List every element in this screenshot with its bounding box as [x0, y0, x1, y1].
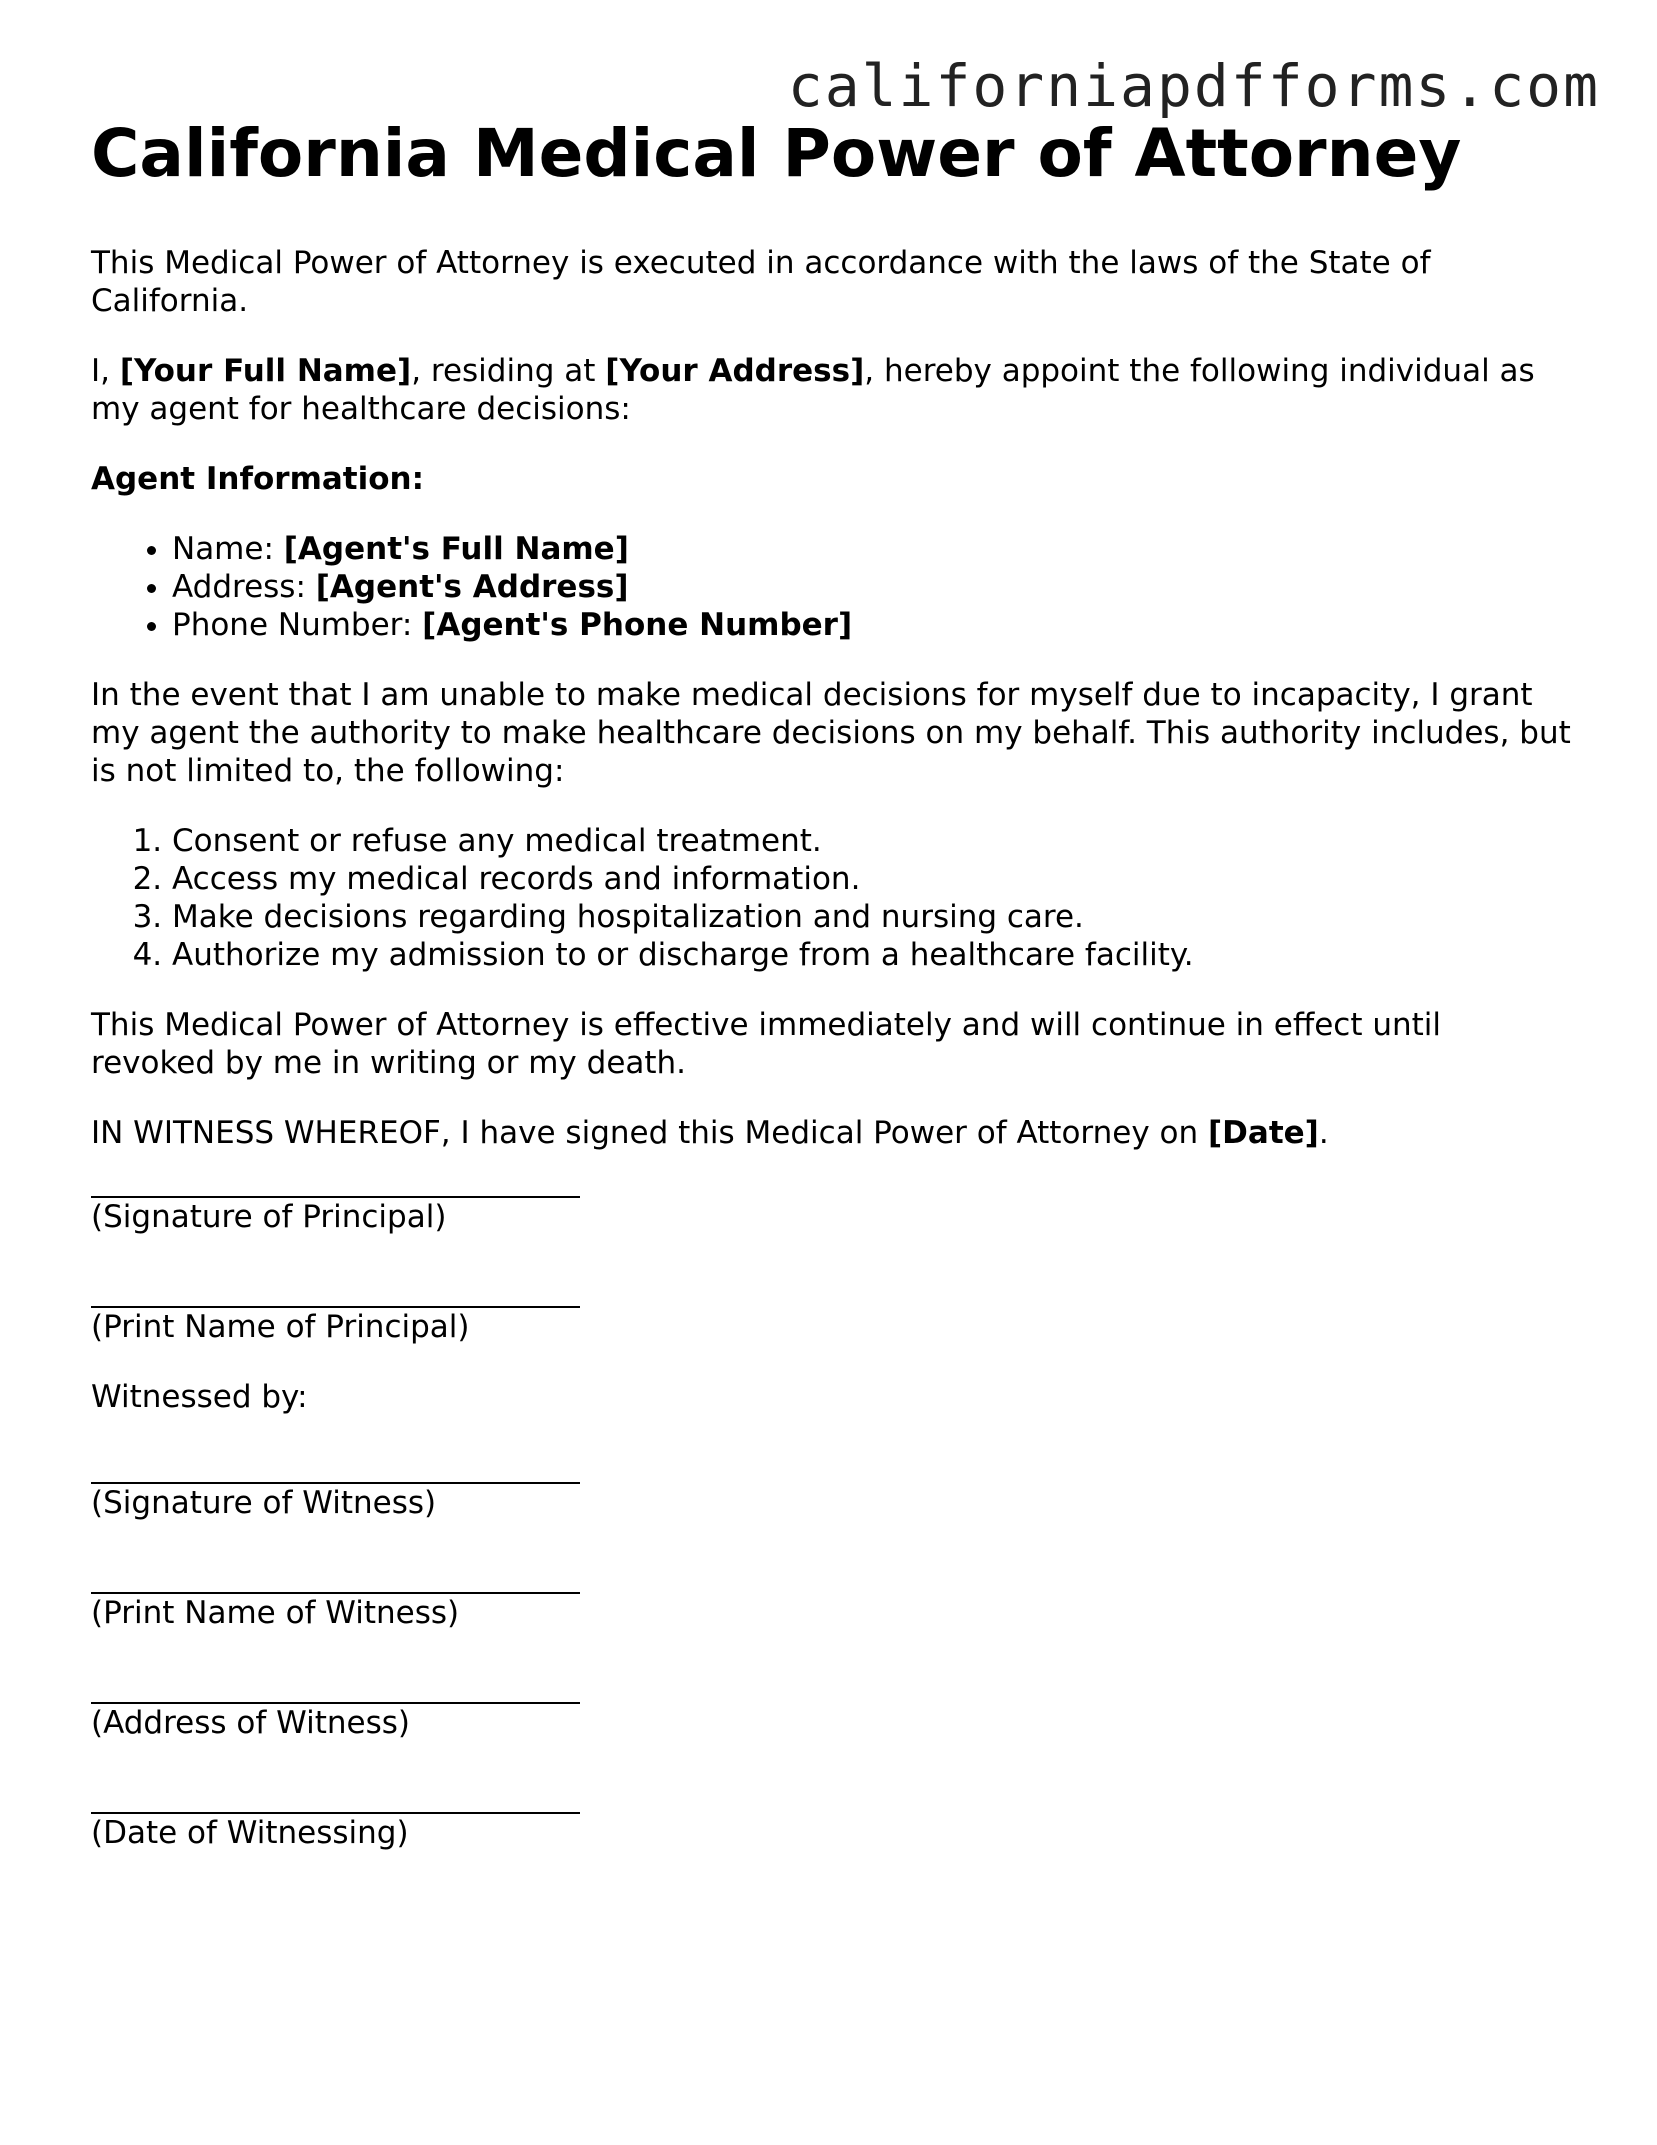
signature-label: (Signature of Witness): [91, 1485, 437, 1521]
signature-label: (Signature of Principal): [91, 1199, 447, 1235]
document-title: California Medical Power of Attorney: [91, 115, 1462, 192]
signature-label: (Date of Witnessing): [91, 1815, 409, 1851]
powers-list: [91, 822, 1571, 974]
agent-phone-placeholder: [Agent's Phone Number]: [422, 607, 853, 643]
witnessed-by-label: Witnessed by:: [91, 1379, 308, 1415]
power-item: 4. Authorize my admission to or discharge from a healthcare facility.: [172, 936, 1571, 974]
agent-info-heading: Agent Information:: [91, 461, 424, 497]
witness-clause-suffix: .: [1318, 1115, 1329, 1151]
appoint-suffix: , hereby appoint the following individual as my agent for healthcare decisions:: [91, 353, 1535, 427]
agent-address-placeholder: [Agent's Address]: [315, 569, 629, 605]
witness-clause-prefix: IN WITNESS WHEREOF, I have signed this Medical Power of Attorney on: [91, 1115, 1208, 1151]
principal-signature-block: [91, 1196, 1571, 1346]
agent-info-list: [91, 530, 1571, 644]
document-page: [91, 112, 1571, 1922]
principal-name-placeholder: [Your Full Name]: [119, 353, 412, 389]
power-item: 3. Make decisions regarding hospitalization and nursing care.: [172, 898, 1571, 936]
signature-label: (Address of Witness): [91, 1705, 410, 1741]
appoint-middle: , residing at: [411, 353, 606, 389]
effective-paragraph: This Medical Power of Attorney is effective immediately and will continue in effect until revoked by me in writing or my death.: [91, 1007, 1442, 1081]
agent-name-item: [172, 530, 1571, 568]
intro-paragraph: This Medical Power of Attorney is executed in accordance with the laws of the State of California.: [91, 245, 1431, 319]
signature-label: (Print Name of Principal): [91, 1309, 470, 1345]
appointment-paragraph: [91, 352, 1571, 428]
appoint-prefix: I,: [91, 353, 120, 389]
agent-name-label: Name:: [172, 531, 284, 567]
agent-phone-label: Phone Number:: [172, 607, 423, 643]
date-placeholder: [Date]: [1208, 1115, 1319, 1151]
principal-address-placeholder: [Your Address]: [605, 353, 865, 389]
witness-signature-block: [91, 1482, 1571, 1852]
principal-print-name-group: [91, 1306, 1571, 1346]
power-item: 1. Consent or refuse any medical treatment.: [172, 822, 1571, 860]
authority-paragraph: In the event that I am unable to make medical decisions for myself due to incapacity, I grant my agent the authority to make healthcare decisions on my behalf. This authority includes, but is not limited to, the following:: [91, 677, 1571, 789]
witness-print-name-group: [91, 1592, 1571, 1632]
witness-address-group: [91, 1702, 1571, 1742]
agent-address-label: Address:: [172, 569, 316, 605]
power-item: 2. Access my medical records and information.: [172, 860, 1571, 898]
signature-label: (Print Name of Witness): [91, 1595, 460, 1631]
principal-signature-group: [91, 1196, 1571, 1236]
witness-signature-group: [91, 1482, 1571, 1522]
site-watermark: californiapdfforms.com: [787, 52, 1600, 120]
witness-date-group: [91, 1812, 1571, 1852]
agent-name-placeholder: [Agent's Full Name]: [283, 531, 629, 567]
agent-phone-item: [172, 606, 1571, 644]
witness-clause: [91, 1114, 1571, 1152]
agent-address-item: [172, 568, 1571, 606]
